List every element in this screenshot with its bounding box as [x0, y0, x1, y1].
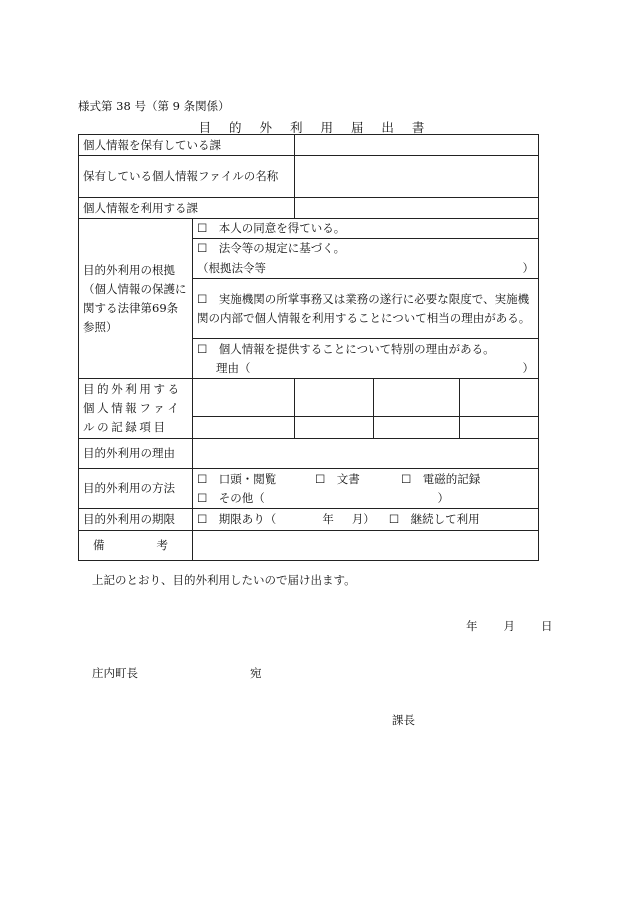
file-name-label: 保有している個人情報ファイルの名称	[79, 156, 295, 198]
remarks-label-b: 考	[156, 538, 168, 552]
record-item-cell[interactable]	[295, 417, 374, 439]
reason-open: 理由（	[216, 360, 251, 375]
method-other-option[interactable]: ☐ その他（	[197, 490, 265, 505]
method-document-option[interactable]: ☐ 文書	[315, 471, 360, 486]
record-item-cell[interactable]	[374, 379, 460, 417]
basis-consent-option[interactable]: ☐ 本人の同意を得ている。	[193, 219, 539, 239]
basis-sub-label: （個人情報の保護に関する法律第69条参照）	[83, 281, 187, 334]
period-label: 目的外利用の期限	[79, 509, 193, 531]
reason-close: ）	[522, 360, 534, 375]
notification-form-table	[78, 134, 539, 561]
basis-internal-option[interactable]	[193, 279, 539, 339]
period-month: 月）	[351, 512, 375, 526]
document-title: 目 的 外 利 用 届 出 書	[198, 120, 432, 135]
record-items-label: 目的外利用する個人情報ファイルの記録項目	[79, 379, 193, 439]
basis-law-detail[interactable]	[193, 259, 539, 279]
submission-date	[466, 618, 553, 634]
record-item-cell[interactable]	[193, 417, 295, 439]
addressee-name: 庄内町長	[92, 666, 138, 680]
basis-label: 目的外利用の根拠	[83, 262, 175, 277]
form-number-label: 様式第 38 号（第 9 条関係）	[78, 99, 230, 113]
basis-law-open: （根拠法令等	[197, 260, 266, 275]
record-item-cell[interactable]	[460, 379, 539, 417]
holding-dept-label: 個人情報を保有している課	[79, 135, 295, 156]
using-dept-label: 個人情報を利用する課	[79, 198, 295, 219]
record-item-cell[interactable]	[295, 379, 374, 417]
period-options-cell	[193, 509, 539, 531]
reason-label: 目的外利用の理由	[79, 439, 193, 469]
using-dept-field[interactable]	[295, 198, 539, 219]
method-electronic-option[interactable]: ☐ 電磁的記録	[401, 471, 481, 486]
file-name-field[interactable]	[295, 156, 539, 198]
method-options-cell	[193, 469, 539, 509]
record-item-cell[interactable]	[460, 417, 539, 439]
period-continue-option[interactable]: ☐ 継続して利用	[388, 512, 480, 526]
basis-internal-text: ☐ 実施機関の所掌事務又は業務の遂行に必要な限度で、実施機関の内部で個人情報を利用することについて相当の理由がある。	[197, 291, 531, 325]
date-month: 月	[503, 619, 515, 633]
date-day: 日	[541, 619, 553, 633]
period-year: 年	[322, 512, 334, 526]
method-label: 目的外利用の方法	[79, 469, 193, 509]
remarks-label	[79, 531, 193, 561]
record-item-cell[interactable]	[374, 417, 460, 439]
basis-special-text: ☐ 個人情報を提供することについて特別の理由がある。	[197, 341, 495, 356]
remarks-label-a: 備	[93, 538, 105, 552]
method-oral-option[interactable]: ☐ 口頭・閲覧	[197, 471, 277, 486]
holding-dept-field[interactable]	[295, 135, 539, 156]
remarks-field[interactable]	[193, 531, 539, 561]
date-year: 年	[466, 619, 478, 633]
declaration-note: 上記のとおり、目的外利用したいので届け出ます。	[92, 573, 356, 587]
section-chief-label: 課長	[392, 713, 415, 727]
reason-field[interactable]	[193, 439, 539, 469]
basis-special-option[interactable]	[193, 339, 539, 379]
method-other-close: ）	[437, 490, 449, 505]
basis-label-cell	[79, 219, 193, 379]
period-limited-option[interactable]: ☐ 期限あり（	[197, 512, 277, 526]
addressee-suffix: 宛	[250, 666, 262, 680]
record-item-cell[interactable]	[193, 379, 295, 417]
basis-law-close: ）	[522, 260, 534, 275]
basis-law-option[interactable]: ☐ 法令等の規定に基づく。	[193, 239, 539, 259]
